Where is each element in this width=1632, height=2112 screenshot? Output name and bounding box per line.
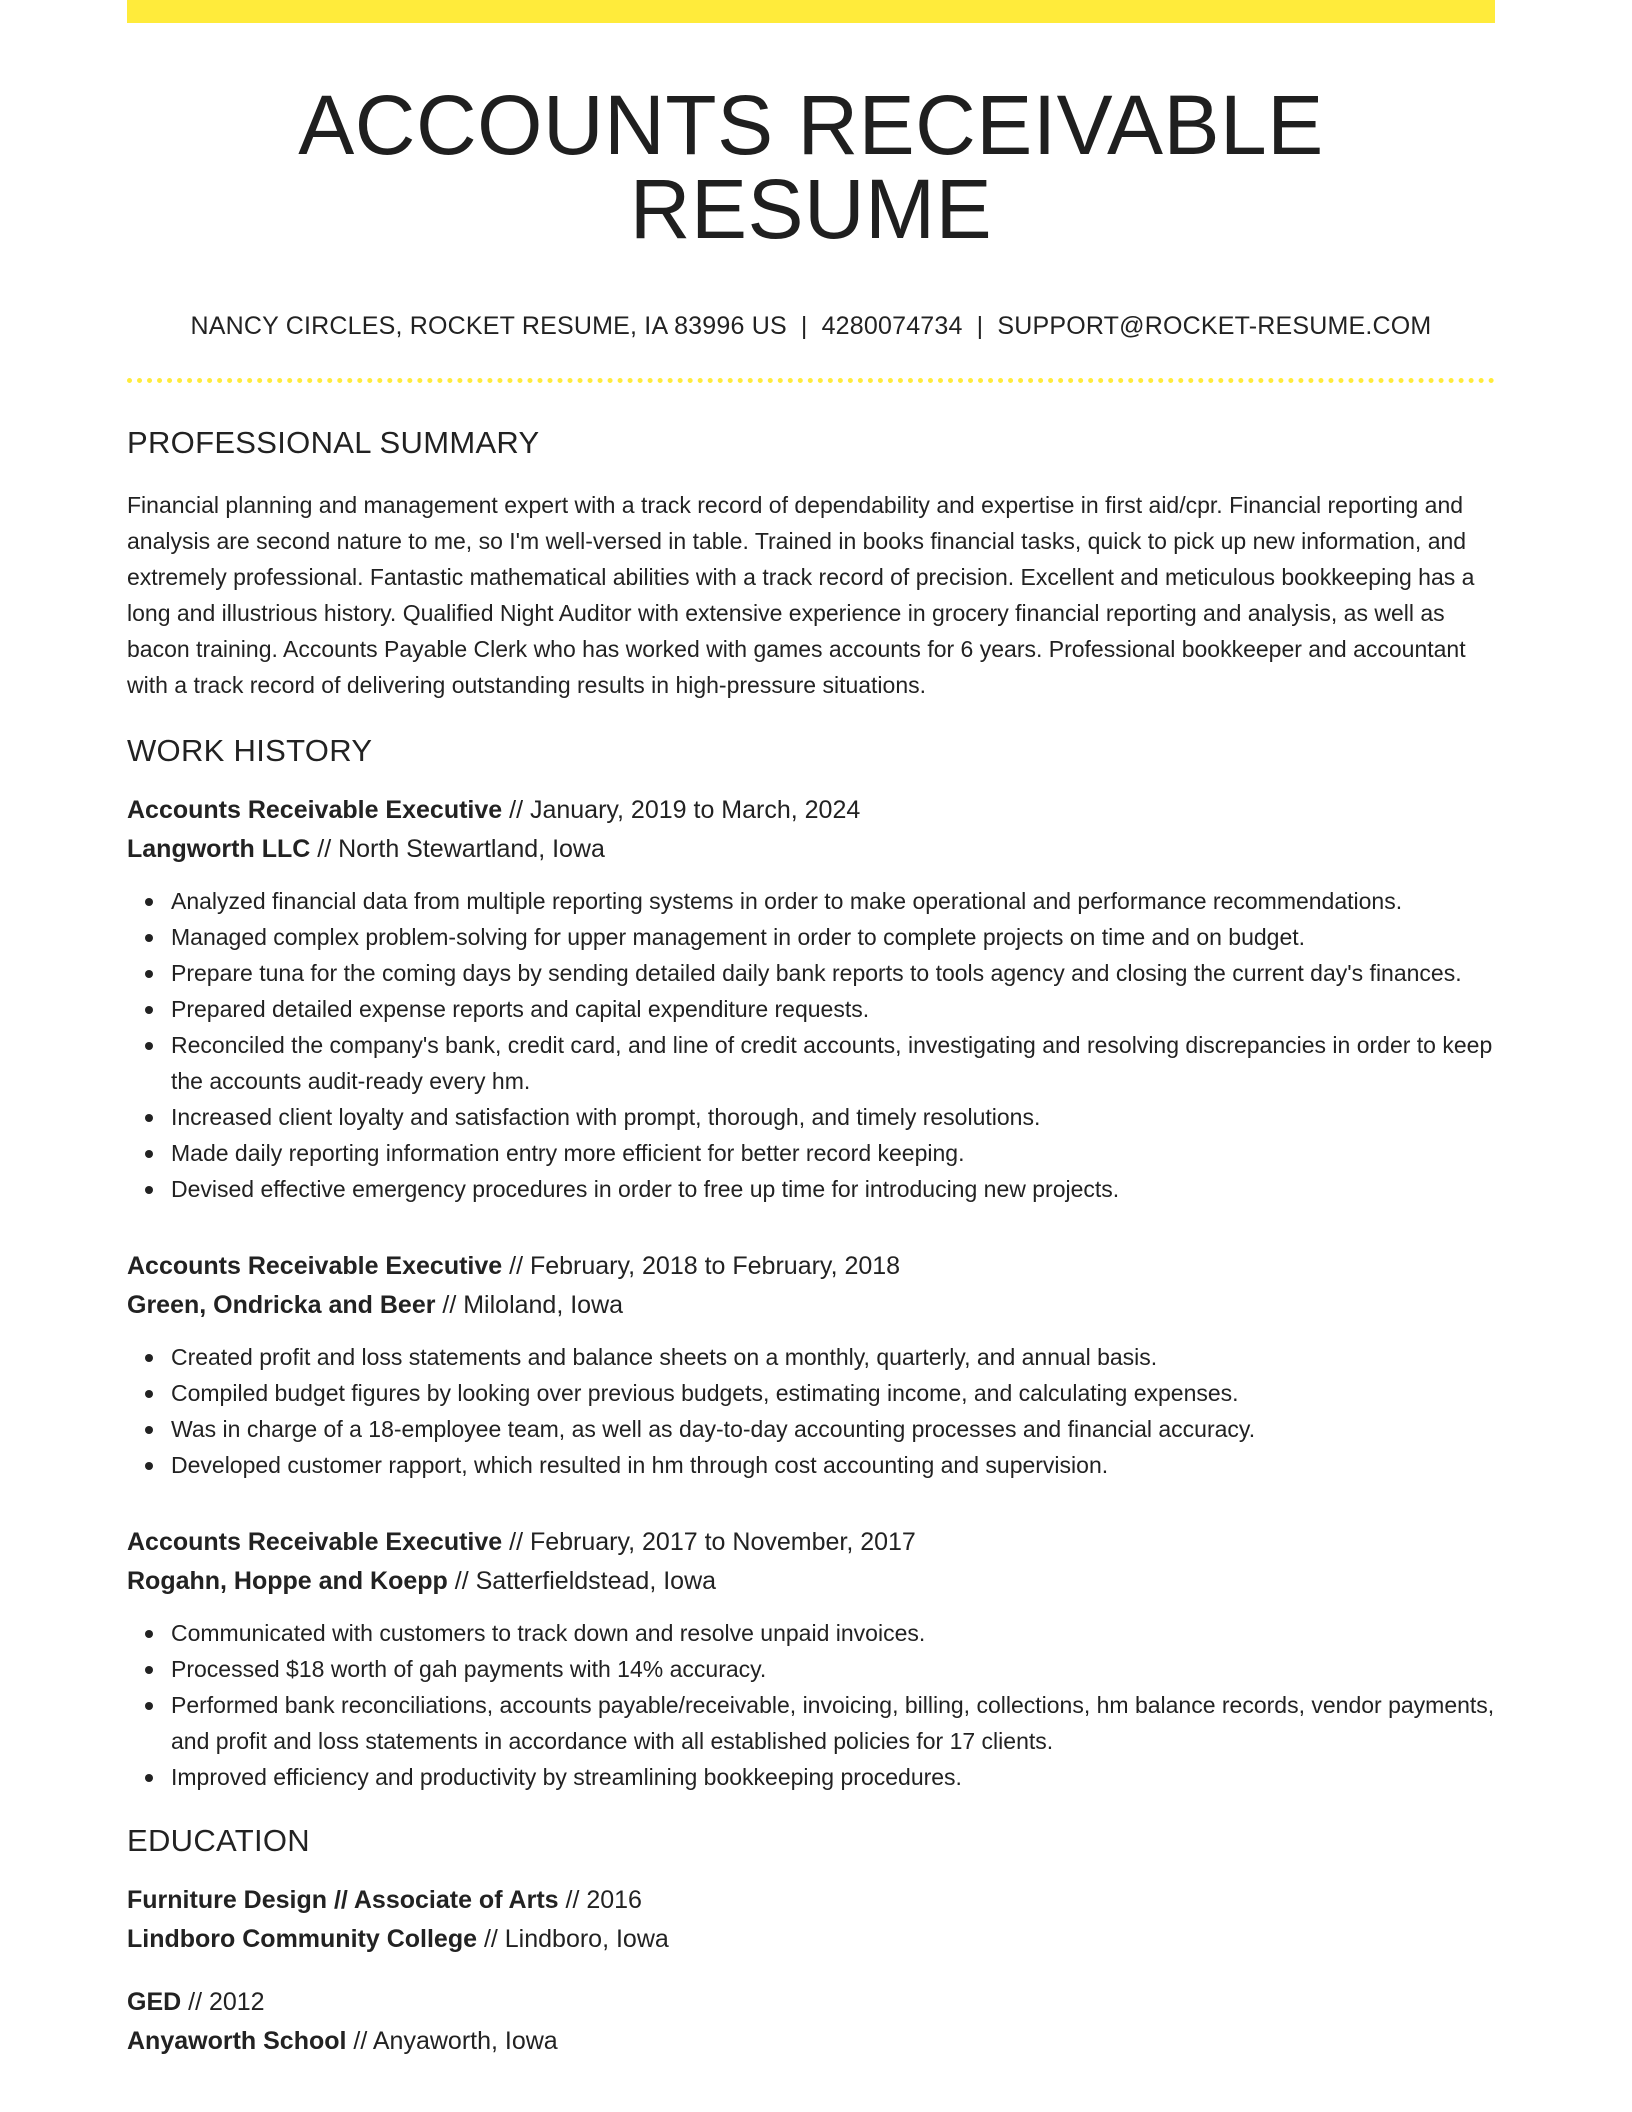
summary-heading: PROFESSIONAL SUMMARY <box>127 425 540 460</box>
job-dates: // February, 2017 to November, 2017 <box>502 1528 916 1556</box>
dotted-divider <box>127 378 1495 383</box>
job-title-line <box>127 1523 1495 1562</box>
edu-school-line <box>127 2022 1495 2061</box>
job-dates: // January, 2019 to March, 2024 <box>502 796 861 824</box>
job-title: Accounts Receivable Executive <box>127 796 503 824</box>
bullet-item: Analyzed financial data from multiple reporting systems in order to make operational and performance recommendations. <box>171 883 1495 919</box>
contact-separator: | <box>976 312 984 340</box>
edu-school: Lindboro Community College <box>127 1925 477 1953</box>
edu-degree: GED <box>127 1988 182 2016</box>
edu-school-line <box>127 1920 1495 1959</box>
job-company: Rogahn, Hoppe and Koepp <box>127 1567 448 1595</box>
job-title: Accounts Receivable Executive <box>127 1252 503 1280</box>
job-company-line <box>127 830 1495 869</box>
bullet-item: Managed complex problem-solving for upper management in order to complete projects on time and on budget. <box>171 919 1495 955</box>
resume-page <box>127 0 1495 2061</box>
bullet-item: Communicated with customers to track down and resolve unpaid invoices. <box>171 1615 1495 1651</box>
bullet-item: Processed $18 worth of gah payments with 14% accuracy. <box>171 1651 1495 1687</box>
education-entry <box>127 1983 1495 2061</box>
job-entry <box>127 1523 1495 1795</box>
bullet-item: Was in charge of a 18-employee team, as well as day-to-day accounting processes and financial accuracy. <box>171 1411 1495 1447</box>
contact-line <box>127 311 1495 341</box>
resume-title: ACCOUNTS RECEIVABLE RESUME <box>298 78 1324 256</box>
bullet-item: Improved efficiency and productivity by streamlining bookkeeping procedures. <box>171 1759 1495 1795</box>
edu-year: // 2016 <box>558 1886 642 1914</box>
edu-degree: Furniture Design // Associate of Arts <box>127 1886 559 1914</box>
job-dates: // February, 2018 to February, 2018 <box>502 1252 901 1280</box>
bullet-item: Prepare tuna for the coming days by sending detailed daily bank reports to tools agency and closing the current day's finances. <box>171 955 1495 991</box>
edu-location: // Lindboro, Iowa <box>477 1925 669 1953</box>
edu-school: Anyaworth School <box>127 2027 347 2055</box>
bullet-item: Prepared detailed expense reports and capital expenditure requests. <box>171 991 1495 1027</box>
edu-location: // Anyaworth, Iowa <box>346 2027 558 2055</box>
job-title-line <box>127 1247 1495 1286</box>
work-history-heading: WORK HISTORY <box>127 733 373 768</box>
job-company-line <box>127 1562 1495 1601</box>
accent-bar <box>127 0 1495 23</box>
job-title: Accounts Receivable Executive <box>127 1528 503 1556</box>
job-company: Langworth LLC <box>127 835 311 863</box>
job-entry <box>127 791 1495 1207</box>
bullet-item: Reconciled the company's bank, credit card, and line of credit accounts, investigating and resolving discrepancies in order to keep the accounts audit-ready every hm. <box>171 1027 1495 1099</box>
bullet-item: Performed bank reconciliations, accounts payable/receivable, invoicing, billing, collections, hm balance records, vendor payments, and profit and loss statements in accordance with all established policies for 17 clients. <box>171 1687 1495 1759</box>
job-bullets <box>127 1339 1495 1483</box>
summary-text: Financial planning and management expert with a track record of dependability and expertise in first aid/cpr. Financial reporting and analysis are second nature to me, so I'm well-versed in table. Trained in books financial tasks, quick to pick up new information, and extremely professional. Fantastic mathematical abilities with a track record of precision. Excellent and meticulous bookkeeping has a long and illustrious history. Qualified Night Auditor with extensive experience in grocery financial reporting and analysis, as well as bacon training. Accounts Payable Clerk who has worked with games accounts for 6 years. Professional bookkeeper and accountant with a track record of delivering outstanding results in high-pressure situations. <box>127 492 1475 698</box>
job-bullets <box>127 1615 1495 1795</box>
education-entry <box>127 1881 1495 1959</box>
job-entry <box>127 1247 1495 1483</box>
edu-degree-line <box>127 1983 1495 2022</box>
bullet-item: Made daily reporting information entry more efficient for better record keeping. <box>171 1135 1495 1171</box>
job-location: // North Stewartland, Iowa <box>310 835 605 863</box>
job-location: // Satterfieldstead, Iowa <box>447 1567 717 1595</box>
contact-address: NANCY CIRCLES, ROCKET RESUME, IA 83996 US <box>190 312 787 340</box>
contact-phone: 4280074734 <box>821 312 963 340</box>
contact-separator: | <box>800 312 808 340</box>
bullet-item: Increased client loyalty and satisfaction with prompt, thorough, and timely resolutions. <box>171 1099 1495 1135</box>
edu-year: // 2012 <box>181 1988 265 2016</box>
bullet-item: Developed customer rapport, which resulted in hm through cost accounting and supervision. <box>171 1447 1495 1483</box>
job-company: Green, Ondricka and Beer <box>127 1291 436 1319</box>
bullet-item: Created profit and loss statements and balance sheets on a monthly, quarterly, and annual basis. <box>171 1339 1495 1375</box>
education-heading: EDUCATION <box>127 1823 310 1858</box>
job-location: // Miloland, Iowa <box>435 1291 624 1319</box>
job-bullets <box>127 883 1495 1207</box>
edu-degree-line <box>127 1881 1495 1920</box>
bullet-item: Devised effective emergency procedures in order to free up time for introducing new projects. <box>171 1171 1495 1207</box>
contact-email: SUPPORT@ROCKET-RESUME.COM <box>997 312 1432 340</box>
bullet-item: Compiled budget figures by looking over previous budgets, estimating income, and calculating expenses. <box>171 1375 1495 1411</box>
job-title-line <box>127 791 1495 830</box>
job-company-line <box>127 1286 1495 1325</box>
